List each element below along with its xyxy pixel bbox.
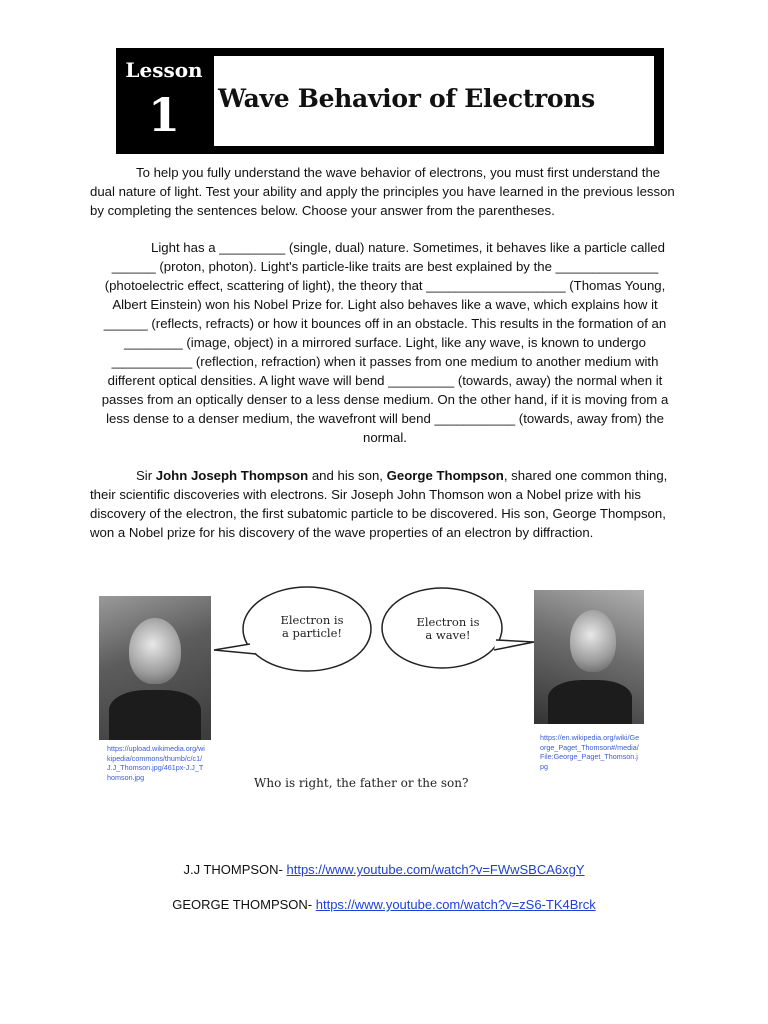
right-photo-caption[interactable]: https://en.wikipedia.org/wiki/George_Paget_Thomson#/media/File:George_Paget_Thomson.jpg [540, 733, 640, 771]
george-thompson-video-link[interactable]: https://www.youtube.com/watch?v=zS6-TK4Brck [315, 897, 596, 912]
george-thompson-label: GEORGE THOMPSON- [172, 897, 316, 912]
right-bubble-text [398, 616, 498, 642]
thompson-text-1: Sir [136, 468, 156, 483]
thompson-text-2: and his son, [308, 468, 387, 483]
portrait-suit [109, 690, 201, 740]
lesson-banner [116, 48, 664, 154]
intro-text: To help you fully understand the wave behavior of electrons, you must first understand the dual nature of light. Test your ability and apply the principles you have learned in the previous lesson by completing the sentences below. Choose your answer from the parentheses. [90, 165, 675, 218]
right-bubble-line1: Electron is [416, 615, 480, 629]
lesson-word: Lesson [125, 58, 203, 82]
portrait-suit [548, 680, 632, 724]
jj-thompson-label: J.J THOMPSON- [183, 862, 287, 877]
exercise-text: Light has a _________ (single, dual) nature. Sometimes, it behaves like a particle called ______ (proton, photon). Light's particle-like traits are best explained by the ______________ (photoelectric effect, scattering of light), the theory that ___________________ (Thomas Young, Albert Einstein) won his Nobel Prize for. Light also behaves like a wave, which explains how it ______ (reflects, refracts) or how it bounces off in an obstacle. This results in the formation of an ________ (image, object) in a mirrored surface. Light, like any wave, is known to undergo ___________ (reflection, refraction) when it passes from one medium to another medium with different optical densities. A light wave will bend _________ (towards, away) the normal when it passes from an optically denser to a less dense medium. On the other hand, if it is moving from a less dense to a denser medium, the wavefront will bend ___________ (towards, away from) the normal. [101, 240, 669, 445]
right-bubble-tail [494, 640, 534, 650]
intro-paragraph [90, 163, 680, 220]
lesson-title: Wave Behavior of Electrons [218, 84, 595, 113]
portrait-face [129, 618, 181, 684]
left-photo-caption[interactable]: https://upload.wikimedia.org/wikipedia/commons/thumb/c/c1/J.J_Thomson.jpg/461px-J.J_Thomson.jpg [107, 744, 205, 782]
george-thomson-photo [534, 590, 644, 724]
figure-question: Who is right, the father or the son? [254, 776, 469, 790]
lesson-label-box [116, 48, 212, 154]
lesson-number: 1 [147, 88, 180, 142]
jj-thompson-name: John Joseph Thompson [155, 468, 309, 483]
title-box [214, 56, 654, 146]
exercise-paragraph [90, 238, 680, 447]
right-bubble-line2: a wave! [425, 628, 471, 642]
left-bubble-text [262, 614, 362, 640]
george-thompson-name: George Thompson [386, 468, 504, 483]
thompson-text-3: , shared one common thing, their scientific discoveries with electrons. Sir Joseph John Thomson won a Nobel prize with his discovery of the electron, the first subatomic particle to be discovered. His son, George Thompson, won a Nobel prize for his discovery of the wave properties of an electron by diffraction. [90, 468, 668, 540]
portrait-face [570, 610, 616, 672]
jj-thompson-video-link[interactable]: https://www.youtube.com/watch?v=FWwSBCA6xgY [286, 862, 585, 877]
left-bubble-tail [214, 644, 256, 654]
left-bubble-line2: a particle! [281, 626, 343, 640]
jj-thomson-photo [99, 596, 211, 740]
george-thompson-link-line [0, 897, 768, 912]
left-bubble-line1: Electron is [280, 613, 344, 627]
thompson-paragraph [90, 466, 680, 542]
jj-thompson-link-line [0, 862, 768, 877]
